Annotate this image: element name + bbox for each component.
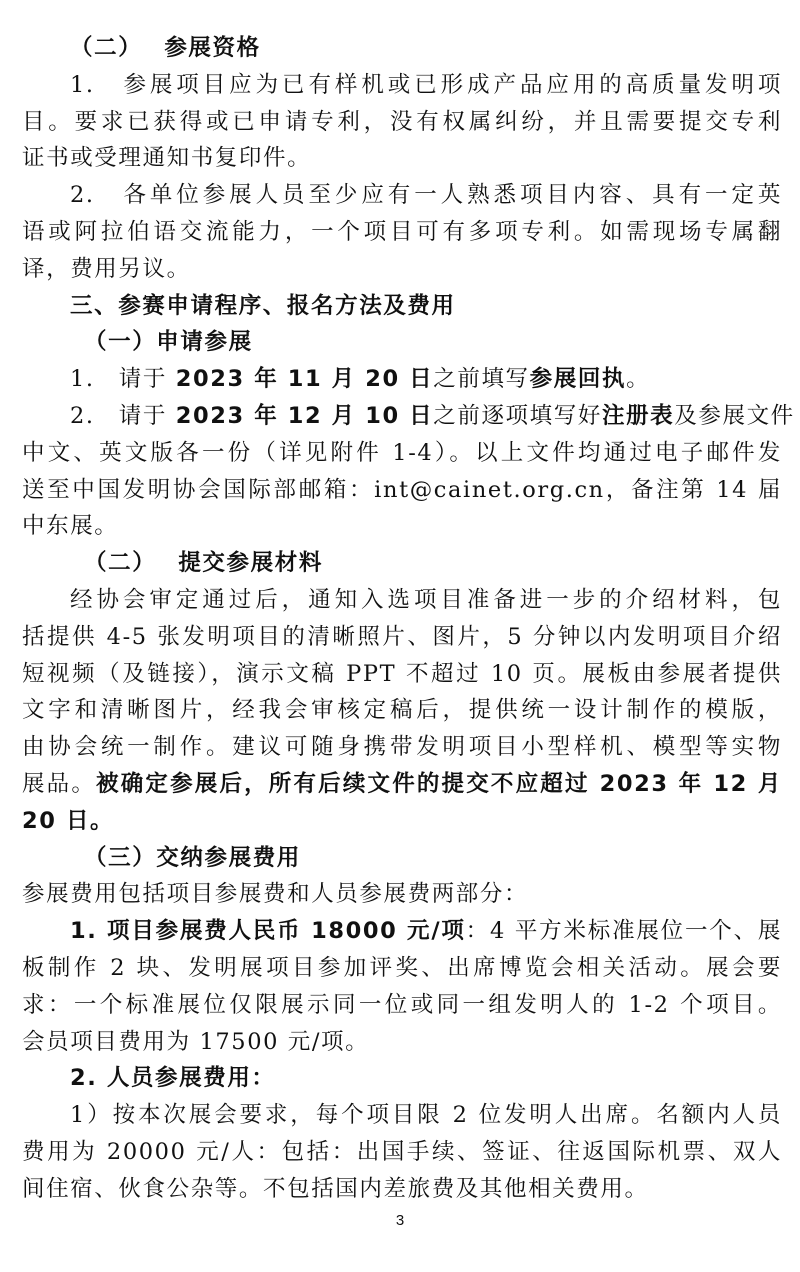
paragraph-line: 会员项目费用为 17500 元/项。 xyxy=(22,1028,370,1055)
paragraph-line: 1. 参展项目应为已有样机或已形成产品应用的高质量发明项 xyxy=(70,71,782,98)
paragraph-line: 20 日。 xyxy=(22,807,115,834)
paragraph-line xyxy=(22,913,782,950)
deadline-date: 2023 年 11 月 20 日 xyxy=(175,366,434,393)
heading-number: （二） xyxy=(84,550,157,577)
text-run: 。 xyxy=(626,366,651,393)
paragraph-line xyxy=(22,766,782,803)
document-page xyxy=(22,30,795,1208)
paragraph-line: 译，费用另议。 xyxy=(22,255,191,282)
bold-term: 注册表 xyxy=(601,402,675,429)
heading-title: 参展资格 xyxy=(164,35,261,61)
paragraph-line: 语或阿拉伯语交流能力，一个项目可有多项专利。如需现场专属翻 xyxy=(22,218,782,245)
text-run: 1. 请于 xyxy=(70,366,176,393)
subsection-heading-fees: （三）交纳参展费用 xyxy=(84,844,301,871)
text-run: ：4 平方米标准展位一个、展 xyxy=(465,918,782,945)
bold-deadline-note: 被确定参展后，所有后续文件的提交不应超过 2023 年 12 月 xyxy=(96,770,782,797)
paragraph-line: 短视频（及链接），演示文稿 PPT 不超过 10 页。展板由参展者提供 xyxy=(22,660,782,687)
section-heading-qualification xyxy=(22,30,782,67)
bold-term: 参展回执 xyxy=(529,366,627,393)
paragraph-line: 目。要求已获得或已申请专利，没有权属纠纷，并且需要提交专利 xyxy=(22,108,782,135)
paragraph-line: 板制作 2 块、发明展项目参加评奖、出席博览会相关活动。展会要 xyxy=(22,954,782,981)
paragraph-line: 间住宿、伙食公杂等。不包括国内差旅费及其他相关费用。 xyxy=(22,1175,649,1202)
paragraph-line: 中文、英文版各一份（详见附件 1-4）。以上文件均通过电子邮件发 xyxy=(22,439,782,466)
text-run: 展品。 xyxy=(22,770,97,797)
paragraph-line: 文字和清晰图片，经我会审核定稿后，提供统一设计制作的模版， xyxy=(22,697,782,724)
heading-title: 提交参展材料 xyxy=(178,550,323,577)
deadline-date: 2023 年 12 月 10 日 xyxy=(175,402,434,429)
paragraph-line: 经协会审定通过后，通知入选项目准备进一步的介绍材料，包 xyxy=(70,586,782,613)
paragraph-line: 括提供 4-5 张发明项目的清晰照片、图片，5 分钟以内发明项目介绍 xyxy=(22,623,782,650)
paragraph-line: 证书或受理通知书复印件。 xyxy=(22,145,312,172)
paragraph-line xyxy=(22,398,795,435)
paragraph-line: 1）按本次展会要求，每个项目限 2 位发明人出席。名额内人员 xyxy=(70,1102,782,1129)
subsection-heading-materials xyxy=(22,545,782,582)
page-number: 3 xyxy=(395,1212,405,1229)
fee-item-heading: 2. 人员参展费用： xyxy=(70,1065,276,1092)
subsection-heading-apply: （一）申请参展 xyxy=(84,329,253,356)
text-run: 之前填写 xyxy=(433,366,530,393)
paragraph-line: 参展费用包括项目参展费和人员参展费两部分： xyxy=(22,881,529,908)
section-heading-application: 三、参赛申请程序、报名方法及费用 xyxy=(70,292,456,319)
paragraph-line xyxy=(22,361,782,398)
heading-number: （二） xyxy=(70,35,143,61)
text-run: 2. 请于 xyxy=(70,402,176,429)
paragraph-line: 费用为 20000 元/人：包括：出国手续、签证、往返国际机票、双人 xyxy=(22,1138,782,1165)
paragraph-line: 中东展。 xyxy=(22,513,119,540)
paragraph-line: 送至中国发明协会国际部邮箱：int@cainet.org.cn，备注第 14 届 xyxy=(22,476,782,503)
text-run: 及参展文件 xyxy=(674,402,795,429)
paragraph-line: 由协会统一制作。建议可随身携带发明项目小型样机、模型等实物 xyxy=(22,734,782,761)
paragraph-line: 2. 各单位参展人员至少应有一人熟悉项目内容、具有一定英 xyxy=(70,182,782,209)
bold-fee-item: 1. 项目参展费人民币 18000 元/项 xyxy=(70,918,466,945)
paragraph-line: 求：一个标准展位仅限展示同一位或同一组发明人的 1-2 个项目。 xyxy=(22,991,782,1018)
text-run: 之前逐项填写好 xyxy=(433,402,602,429)
